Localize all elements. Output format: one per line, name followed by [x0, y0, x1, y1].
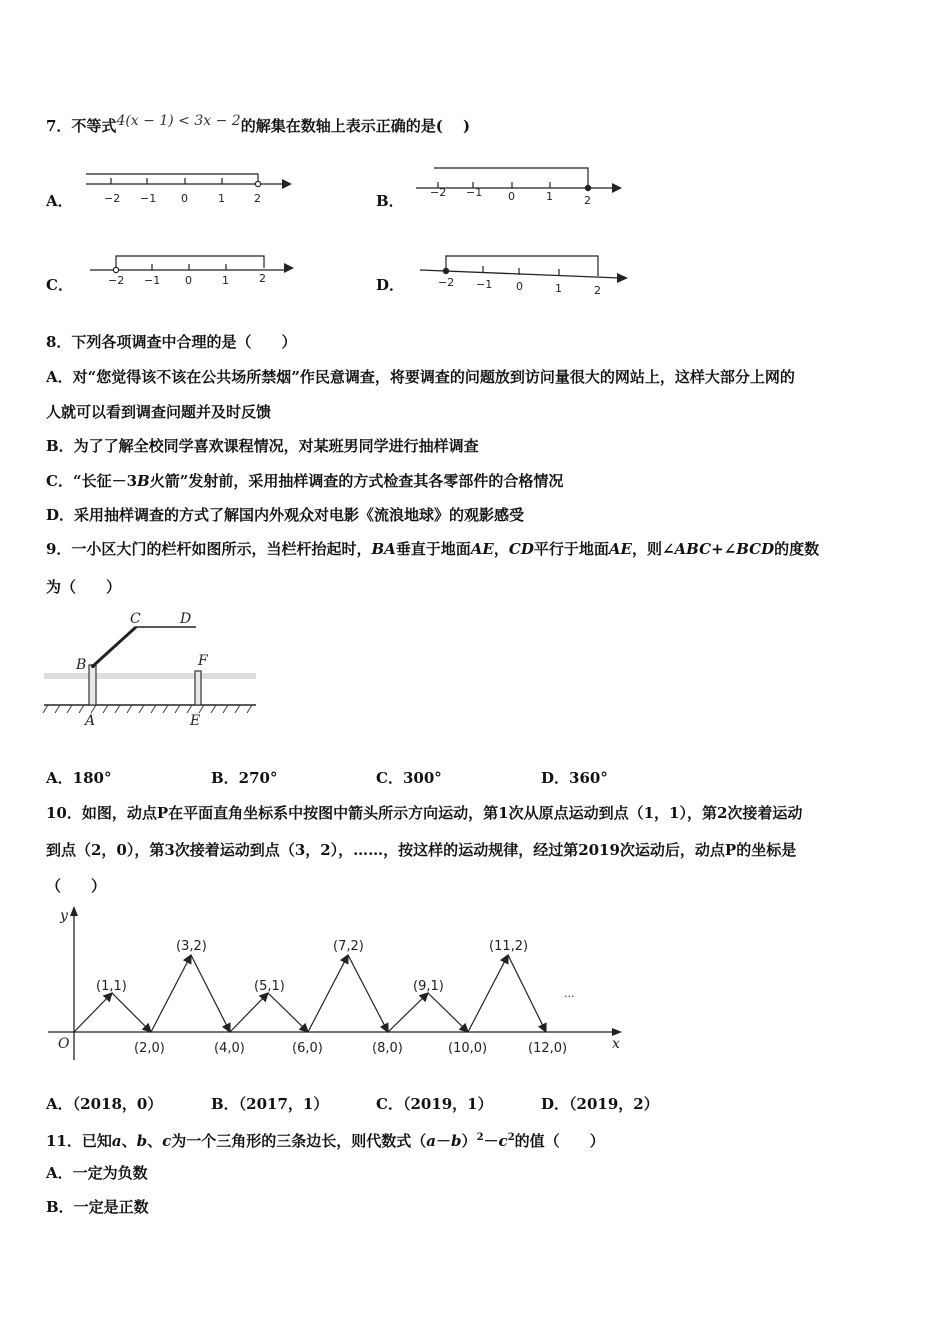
- tick-label: 2: [594, 284, 601, 297]
- q10-stem-line1: 10．如图，动点P在平面直角坐标系中按图中箭头所示方向运动，第1次从原点运动到点（1，1），第2次接着运动: [46, 804, 803, 822]
- tick-label: −2: [438, 276, 455, 289]
- q7-number-line-d: [414, 250, 634, 300]
- q7-option-c-label: C．: [46, 276, 73, 294]
- q9-var: CD: [508, 540, 534, 558]
- q10-coordinate-graph: [44, 900, 644, 1070]
- point-label: (9,1): [413, 979, 444, 994]
- point-label: (2,0): [134, 1041, 165, 1056]
- q8-option-c-post: 火箭”发射前，采用抽样调查的方式检查其各零部件的合格情况: [149, 472, 564, 490]
- point-label: (8,0): [372, 1041, 403, 1056]
- tick-label: 1: [546, 190, 553, 203]
- q11-text: 为一个三角形的三条边长，则代数式（: [171, 1132, 427, 1150]
- x-axis-arrow: [612, 1028, 622, 1036]
- point-label: (7,2): [333, 939, 364, 954]
- closed-dot: [443, 268, 448, 273]
- q11-var: b: [136, 1132, 148, 1150]
- q11-var: b: [451, 1132, 462, 1150]
- solution-bracket: [434, 168, 588, 186]
- tick-label: 2: [254, 192, 261, 205]
- tick-label: 0: [508, 190, 515, 203]
- tick-label: −1: [140, 192, 157, 205]
- label-b: B: [76, 657, 87, 673]
- q8-option-a-line1: A．对“您觉得该不该在公共场所禁烟”作民意调查，将要调查的问题放到访问量很大的网站上，这样大部分上网的: [46, 368, 795, 386]
- tick-label: −2: [104, 192, 121, 205]
- tick-label: 0: [516, 280, 523, 293]
- q9-var: ABC: [674, 540, 712, 558]
- q9-text: 垂直于地面: [395, 540, 471, 558]
- q7-number-line-c: [84, 248, 304, 294]
- q10-option-c: C．（2019，1）: [376, 1095, 493, 1113]
- tick-label: 1: [222, 274, 229, 287]
- q9-var: BA: [371, 540, 396, 558]
- point-label: (4,0): [214, 1041, 245, 1056]
- axis-arrow: [612, 183, 622, 193]
- solution-bracket: [446, 256, 598, 276]
- motion-path: [74, 955, 546, 1032]
- q11-text: －: [436, 1132, 452, 1150]
- solution-bracket: [116, 256, 264, 268]
- q9-stem-line1: [46, 539, 819, 559]
- y-axis-label: y: [60, 908, 68, 924]
- tick-label: 1: [218, 192, 225, 205]
- closed-dot: [585, 185, 590, 190]
- tick-label: 0: [181, 192, 188, 205]
- q8-option-c-pre: C．“长征－3: [46, 472, 138, 490]
- tick-label: 0: [185, 274, 192, 287]
- q9-text: 的度数: [774, 540, 820, 558]
- q8-option-c-ital: B: [137, 472, 150, 490]
- q8-option-a-line2: 人就可以看到调查问题并及时反馈: [46, 403, 272, 421]
- label-c: C: [130, 611, 141, 627]
- q9-gate-figure: [40, 605, 270, 735]
- q8-option-c: [46, 471, 563, 491]
- open-dot: [113, 267, 118, 272]
- axis-arrow: [282, 179, 292, 189]
- tick-label: 2: [259, 272, 266, 285]
- q7-option-a-label: A．: [46, 192, 73, 210]
- q9-option-a: A．180°: [46, 769, 112, 787]
- point-label: (1,1): [96, 979, 127, 994]
- q11-exponent: 2: [507, 1132, 515, 1143]
- arm-bc: [93, 627, 136, 666]
- label-f: F: [198, 653, 208, 669]
- label-a: A: [85, 713, 96, 729]
- q7-number-line-b: [410, 160, 630, 206]
- label-d: D: [180, 611, 192, 627]
- point-label: (10,0): [448, 1041, 488, 1056]
- tick-label: −1: [476, 278, 493, 291]
- q9-text: +∠: [711, 540, 737, 558]
- q10-stem-line3: （ ）: [46, 877, 107, 895]
- q11-stem: [46, 1128, 605, 1151]
- q11-text: 、: [147, 1132, 163, 1150]
- tick-label: −2: [430, 186, 447, 199]
- q11-text: 11．已知: [46, 1132, 112, 1150]
- q7-stem-post: 的解集在数轴上表示正确的是( ): [240, 117, 471, 135]
- q9-text: 平行于地面: [533, 540, 609, 558]
- q9-option-d: D．360°: [541, 769, 608, 787]
- q9-text: ，: [493, 540, 509, 558]
- q8-option-d: D．采用抽样调查的方式了解国内外观众对电影《流浪地球》的观影感受: [46, 506, 525, 524]
- q7-stem-pre: 7．不等式: [46, 117, 117, 135]
- point-label: (6,0): [292, 1041, 323, 1056]
- q9-text: ，则∠: [631, 540, 675, 558]
- tick-label: 1: [555, 282, 562, 295]
- q10-option-d: D．（2019，2）: [541, 1095, 659, 1113]
- joint-b: [91, 664, 95, 668]
- q9-option-c: C．300°: [376, 769, 442, 787]
- label-e: E: [190, 713, 201, 729]
- ground-hatching: [43, 705, 252, 713]
- q8-option-b: B．为了了解全校同学喜欢课程情况，对某班男同学进行抽样调查: [46, 437, 479, 455]
- q9-var: AE: [608, 540, 632, 558]
- axis-arrow: [284, 263, 294, 273]
- q11-exponent: 2: [476, 1132, 484, 1143]
- q9-stem-line2: 为（ ）: [46, 578, 122, 596]
- tick-label: −1: [144, 274, 161, 287]
- q7-stem: [46, 113, 471, 137]
- q9-var: AE: [470, 540, 494, 558]
- q11-var: a: [426, 1132, 437, 1150]
- q11-text: 、: [121, 1132, 137, 1150]
- q11-text: －: [483, 1132, 499, 1150]
- post-ef: [195, 671, 201, 705]
- point-label: (11,2): [489, 939, 529, 954]
- axis-arrow: [617, 273, 628, 283]
- q10-option-b: B．（2017，1）: [211, 1095, 329, 1113]
- q7-option-d-label: D．: [376, 276, 405, 294]
- continuation-dots: ···: [564, 990, 575, 1003]
- q7-number-line-a: [80, 164, 300, 210]
- q11-option-b: B．一定是正数: [46, 1198, 149, 1216]
- q11-var: a: [111, 1132, 122, 1150]
- y-axis-arrow: [70, 906, 78, 916]
- q7-formula: 4(x − 1) < 3x − 2: [116, 113, 241, 129]
- post-ab: [89, 665, 96, 705]
- q8-stem: 8．下列各项调查中合理的是（ ）: [46, 333, 297, 351]
- q11-text: 的值（ ）: [514, 1132, 605, 1150]
- x-axis-label: x: [612, 1036, 620, 1052]
- q11-var: c: [498, 1132, 508, 1150]
- open-dot: [255, 181, 260, 186]
- tick-label: 2: [584, 194, 591, 206]
- point-label: (3,2): [176, 939, 207, 954]
- q9-text: 9．一小区大门的栏杆如图所示，当栏杆抬起时，: [46, 540, 372, 558]
- tick-label: −2: [108, 274, 125, 287]
- q11-option-a: A．一定为负数: [46, 1164, 148, 1182]
- tick-label: −1: [466, 186, 483, 199]
- q10-option-a: A．（2018，0）: [46, 1095, 163, 1113]
- point-label: (5,1): [254, 979, 285, 994]
- q10-stem-line2: 到点（2，0），第3次接着运动到点（3，2），……，按这样的运动规律，经过第2019次运动后，动点P的坐标是: [46, 841, 797, 859]
- q7-option-b-label: B．: [376, 192, 404, 210]
- origin-label: O: [58, 1036, 70, 1052]
- point-label: (12,0): [528, 1041, 568, 1056]
- q9-var: BCD: [736, 540, 775, 558]
- q11-text: ）: [461, 1132, 477, 1150]
- solution-bracket: [86, 174, 258, 182]
- q9-option-b: B．270°: [211, 769, 278, 787]
- q11-var: c: [162, 1132, 172, 1150]
